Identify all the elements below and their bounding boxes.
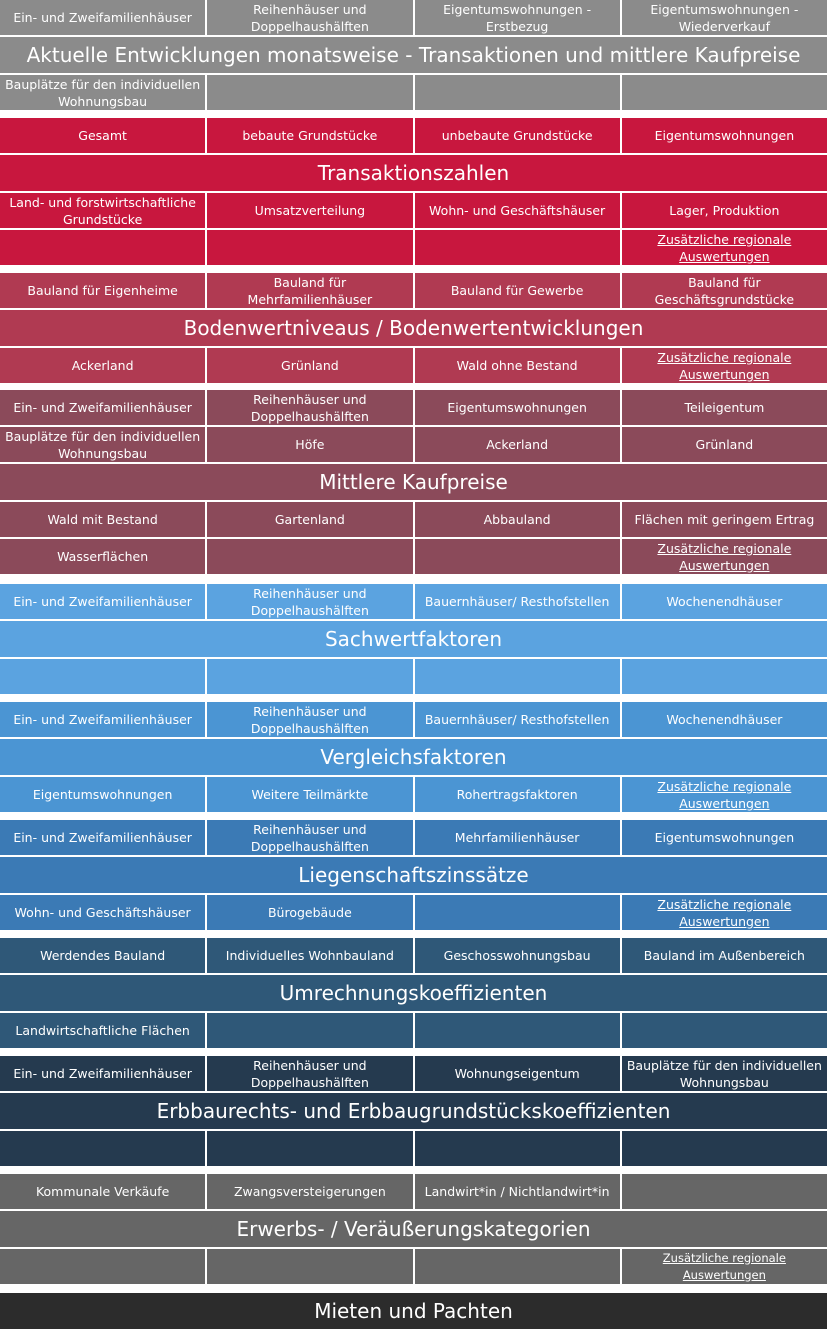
sachwert-row	[0, 584, 827, 619]
category-wochenendhäuser[interactable]: Wochenendhäuser	[622, 584, 827, 619]
category-gesamt[interactable]: Gesamt	[0, 118, 205, 153]
transaktion-row	[0, 118, 827, 153]
regional-evaluation-link-label[interactable]: Zusätzliche regionale Auswertungen	[657, 231, 792, 264]
category-ein-und-zweifamilienhäuser[interactable]: Ein- und Zweifamilienhäuser	[0, 0, 205, 35]
erwerb-row	[0, 1249, 827, 1284]
section-mieten	[0, 1293, 827, 1329]
empty-cell	[622, 1131, 827, 1166]
regional-evaluation-link[interactable]	[622, 895, 827, 930]
empty-cell	[415, 230, 620, 265]
erbbau-row	[0, 1056, 827, 1091]
empty-cell	[622, 659, 827, 694]
empty-cell	[207, 659, 412, 694]
category-bauland-im-außenbereich[interactable]: Bauland im Außenbereich	[622, 938, 827, 973]
regional-evaluation-link-label[interactable]: Zusätzliche regionale Auswertungen	[662, 1250, 786, 1282]
category-land-und-forstwirtschaftliche-grundstücke[interactable]: Land- und forstwirtschaftliche Grundstücke	[0, 193, 205, 228]
category-weitere-teilmärkte[interactable]: Weitere Teilmärkte	[207, 777, 412, 812]
mittlere-row	[0, 502, 827, 537]
empty-cell	[207, 1249, 412, 1284]
vergleich-row	[0, 702, 827, 737]
category-unbebaute-grundstücke[interactable]: unbebaute Grundstücke	[415, 118, 620, 153]
section-title-mittlere[interactable]: Mittlere Kaufpreise	[0, 464, 827, 500]
category-ein-und-zweifamilienhäuser[interactable]: Ein- und Zweifamilienhäuser	[0, 390, 205, 425]
category-reihenhäuser-und-doppelhaushälften[interactable]: Reihenhäuser und Doppelhaushälften	[207, 390, 412, 425]
category-ackerland[interactable]: Ackerland	[415, 427, 620, 462]
category-eigentumswohnungen[interactable]: Eigentumswohnungen	[0, 777, 205, 812]
category-abbauland[interactable]: Abbauland	[415, 502, 620, 537]
section-title-umrechnung[interactable]: Umrechnungskoeffizienten	[0, 975, 827, 1011]
category-eigentumswohnungen[interactable]: Eigentumswohnungen	[622, 118, 827, 153]
section-sachwert	[0, 584, 827, 694]
regional-evaluation-link-label[interactable]: Zusätzliche regionale Auswertungen	[657, 540, 792, 573]
category-bauland-für-geschäftsgrundstücke[interactable]: Bauland für Geschäftsgrundstücke	[622, 273, 827, 308]
bodenwert-row	[0, 348, 827, 383]
section-title-erbbau[interactable]: Erbbaurechts- und Erbbaugrundstückskoeffizienten	[0, 1093, 827, 1129]
section-erwerb	[0, 1174, 827, 1284]
liegenschaft-row	[0, 895, 827, 930]
category-bauland-für-eigenheime[interactable]: Bauland für Eigenheime	[0, 273, 205, 308]
category-mehrfamilienhäuser[interactable]: Mehrfamilienhäuser	[415, 820, 620, 855]
category-flächen-mit-geringem-ertrag[interactable]: Flächen mit geringem Ertrag	[622, 502, 827, 537]
category-höfe[interactable]: Höfe	[207, 427, 412, 462]
regional-evaluation-link[interactable]	[622, 348, 827, 383]
category-grünland[interactable]: Grünland	[207, 348, 412, 383]
category-eigentumswohnungen-erstbezug[interactable]: Eigentumswohnungen - Erstbezug	[415, 0, 620, 35]
category-reihenhäuser-und-doppelhaushälften[interactable]: Reihenhäuser und Doppelhaushälften	[207, 1056, 412, 1091]
section-aktuelle	[0, 0, 827, 110]
category-eigentumswohnungen[interactable]: Eigentumswohnungen	[415, 390, 620, 425]
umrechnung-row	[0, 938, 827, 973]
category-bauland-für-gewerbe[interactable]: Bauland für Gewerbe	[415, 273, 620, 308]
category-bauernhäuser-resthofstellen[interactable]: Bauernhäuser/ Resthofstellen	[415, 702, 620, 737]
category-bauland-für-mehrfamilienhäuser[interactable]: Bauland für Mehrfamilienhäuser	[207, 273, 412, 308]
empty-cell	[0, 230, 205, 265]
empty-cell	[207, 75, 412, 110]
empty-cell	[415, 1013, 620, 1048]
empty-cell	[0, 659, 205, 694]
section-liegenschaft	[0, 820, 827, 930]
category-werdendes-bauland[interactable]: Werdendes Bauland	[0, 938, 205, 973]
empty-cell	[207, 230, 412, 265]
category-lager-produktion[interactable]: Lager, Produktion	[622, 193, 827, 228]
category-reihenhäuser-und-doppelhaushälften[interactable]: Reihenhäuser und Doppelhaushälften	[207, 0, 412, 35]
regional-evaluation-link-label[interactable]: Zusätzliche regionale Auswertungen	[657, 778, 792, 811]
section-bodenwert	[0, 273, 827, 383]
category-bauernhäuser-resthofstellen[interactable]: Bauernhäuser/ Resthofstellen	[415, 584, 620, 619]
empty-cell	[0, 1131, 205, 1166]
category-wohn-und-geschäftshäuser[interactable]: Wohn- und Geschäftshäuser	[0, 895, 205, 930]
category-bauplätze-für-den-individuellen-wohnungsbau[interactable]: Bauplätze für den individuellen Wohnungsbau	[0, 427, 205, 462]
empty-cell	[207, 539, 412, 574]
section-title-vergleich[interactable]: Vergleichsfaktoren	[0, 739, 827, 775]
regional-evaluation-link[interactable]	[622, 1249, 827, 1284]
aktuelle-row	[0, 75, 827, 110]
category-ein-und-zweifamilienhäuser[interactable]: Ein- und Zweifamilienhäuser	[0, 584, 205, 619]
category-ein-und-zweifamilienhäuser[interactable]: Ein- und Zweifamilienhäuser	[0, 702, 205, 737]
umrechnung-row	[0, 1013, 827, 1048]
empty-cell	[415, 895, 620, 930]
empty-cell	[622, 1174, 827, 1209]
section-title-sachwert[interactable]: Sachwertfaktoren	[0, 621, 827, 657]
empty-cell	[0, 1249, 205, 1284]
category-wohnungseigentum[interactable]: Wohnungseigentum	[415, 1056, 620, 1091]
regional-evaluation-link[interactable]	[622, 777, 827, 812]
empty-cell	[415, 539, 620, 574]
section-title-liegenschaft[interactable]: Liegenschaftszinssätze	[0, 857, 827, 893]
category-reihenhäuser-und-doppelhaushälften[interactable]: Reihenhäuser und Doppelhaushälften	[207, 702, 412, 737]
category-wald-mit-bestand[interactable]: Wald mit Bestand	[0, 502, 205, 537]
category-landwirt-in-nichtlandwirt-in[interactable]: Landwirt*in / Nichtlandwirt*in	[415, 1174, 620, 1209]
category-landwirtschaftliche-flächen[interactable]: Landwirtschaftliche Flächen	[0, 1013, 205, 1048]
category-wald-ohne-bestand[interactable]: Wald ohne Bestand	[415, 348, 620, 383]
bodenwert-row	[0, 273, 827, 308]
mittlere-row	[0, 390, 827, 425]
mittlere-row	[0, 427, 827, 462]
empty-cell	[415, 1131, 620, 1166]
category-bürogebäude[interactable]: Bürogebäude	[207, 895, 412, 930]
section-title-mieten[interactable]: Mieten und Pachten	[0, 1293, 827, 1329]
empty-cell	[415, 659, 620, 694]
category-reihenhäuser-und-doppelhaushälften[interactable]: Reihenhäuser und Doppelhaushälften	[207, 584, 412, 619]
empty-cell	[207, 1013, 412, 1048]
category-bauplätze-für-den-individuellen-wohnungsbau[interactable]: Bauplätze für den individuellen Wohnungsbau	[0, 75, 205, 110]
category-kommunale-verkäufe[interactable]: Kommunale Verkäufe	[0, 1174, 205, 1209]
empty-cell	[415, 75, 620, 110]
category-ein-und-zweifamilienhäuser[interactable]: Ein- und Zweifamilienhäuser	[0, 820, 205, 855]
empty-cell	[622, 75, 827, 110]
category-grünland[interactable]: Grünland	[622, 427, 827, 462]
erbbau-row	[0, 1131, 827, 1166]
category-teileigentum[interactable]: Teileigentum	[622, 390, 827, 425]
empty-cell	[415, 1249, 620, 1284]
section-title-erwerb[interactable]: Erwerbs- / Veräußerungskategorien	[0, 1211, 827, 1247]
category-bauplätze-für-den-individuellen-wohnungsbau[interactable]: Bauplätze für den individuellen Wohnungsbau	[622, 1056, 827, 1091]
category-gartenland[interactable]: Gartenland	[207, 502, 412, 537]
section-transaktion	[0, 118, 827, 265]
category-wohn-und-geschäftshäuser[interactable]: Wohn- und Geschäftshäuser	[415, 193, 620, 228]
category-ackerland[interactable]: Ackerland	[0, 348, 205, 383]
liegenschaft-row	[0, 820, 827, 855]
category-individuelles-wohnbauland[interactable]: Individuelles Wohnbauland	[207, 938, 412, 973]
category-geschosswohnungsbau[interactable]: Geschosswohnungsbau	[415, 938, 620, 973]
aktuelle-row	[0, 0, 827, 35]
category-reihenhäuser-und-doppelhaushälften[interactable]: Reihenhäuser und Doppelhaushälften	[207, 820, 412, 855]
erwerb-row	[0, 1174, 827, 1209]
vergleich-row	[0, 777, 827, 812]
category-eigentumswohnungen-wiederverkauf[interactable]: Eigentumswohnungen - Wiederverkauf	[622, 0, 827, 35]
category-bebaute-grundstücke[interactable]: bebaute Grundstücke	[207, 118, 412, 153]
transaktion-row	[0, 193, 827, 228]
section-umrechnung	[0, 938, 827, 1048]
category-ein-und-zweifamilienhäuser[interactable]: Ein- und Zweifamilienhäuser	[0, 1056, 205, 1091]
regional-evaluation-link-label[interactable]: Zusätzliche regionale Auswertungen	[657, 896, 792, 929]
category-wochenendhäuser[interactable]: Wochenendhäuser	[622, 702, 827, 737]
section-mittlere	[0, 390, 827, 574]
section-title-aktuelle[interactable]: Aktuelle Entwicklungen monatsweise - Transaktionen und mittlere Kaufpreise	[0, 37, 827, 73]
section-title-transaktion[interactable]: Transaktionszahlen	[0, 155, 827, 191]
regional-evaluation-link[interactable]	[622, 230, 827, 265]
sachwert-row	[0, 659, 827, 694]
empty-cell	[207, 1131, 412, 1166]
section-vergleich	[0, 702, 827, 812]
empty-cell	[622, 1013, 827, 1048]
regional-evaluation-link[interactable]	[622, 539, 827, 574]
transaktion-row	[0, 230, 827, 265]
category-rohertragsfaktoren[interactable]: Rohertragsfaktoren	[415, 777, 620, 812]
section-erbbau	[0, 1056, 827, 1166]
regional-evaluation-link-label[interactable]: Zusätzliche regionale Auswertungen	[657, 349, 792, 382]
category-eigentumswohnungen[interactable]: Eigentumswohnungen	[622, 820, 827, 855]
category-wasserflächen[interactable]: Wasserflächen	[0, 539, 205, 574]
section-title-bodenwert[interactable]: Bodenwertniveaus / Bodenwertentwicklungen	[0, 310, 827, 346]
category-zwangsversteigerungen[interactable]: Zwangsversteigerungen	[207, 1174, 412, 1209]
category-umsatzverteilung[interactable]: Umsatzverteilung	[207, 193, 412, 228]
mittlere-row	[0, 539, 827, 574]
